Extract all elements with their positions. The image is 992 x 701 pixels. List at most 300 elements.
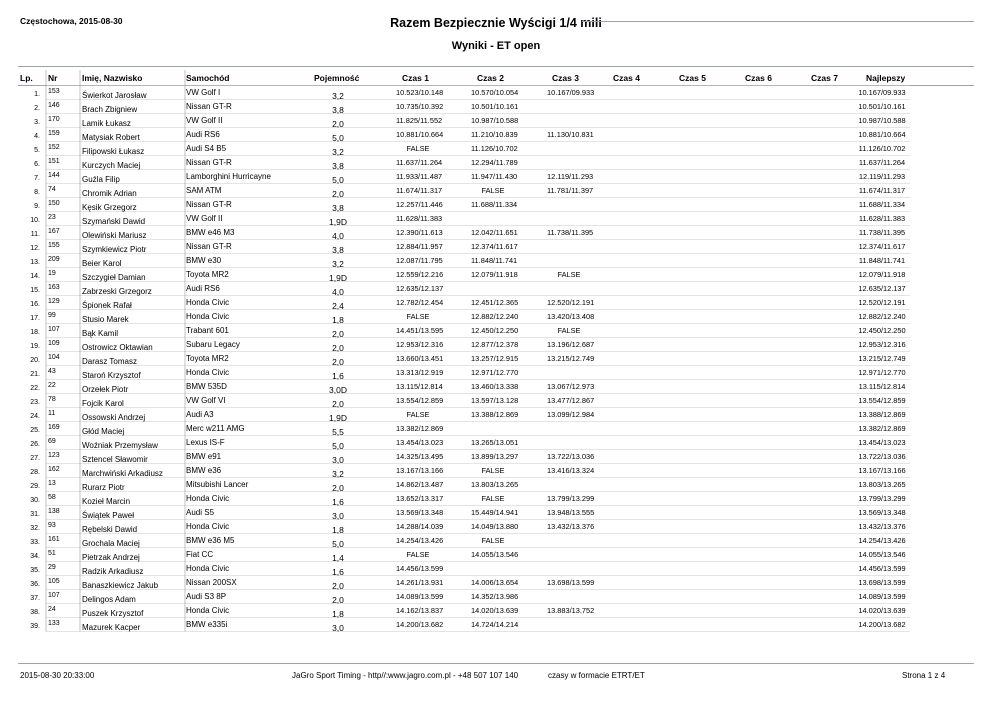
- row-best: 12.635/12.137: [858, 284, 906, 293]
- row-capacity: 1,6: [332, 497, 344, 507]
- row-time-2: 12.882/12.240: [471, 312, 519, 321]
- row-car: Audi RS6: [186, 284, 220, 293]
- row-nr: 167: [48, 228, 60, 235]
- row-time-1: 12.884/11.957: [396, 242, 443, 251]
- row-capacity: 2,0: [332, 581, 344, 591]
- row-best: 11.738/11.395: [858, 228, 906, 237]
- row-best: 11.848/11.741: [858, 256, 906, 265]
- row-capacity: 1,9D: [329, 217, 347, 227]
- row-time-1: 14.862/13.487: [396, 480, 444, 489]
- row-time-2: 12.374/11.617: [471, 242, 518, 251]
- row-nr: 58: [48, 494, 56, 501]
- row-name: Stusio Marek: [82, 315, 129, 324]
- row-capacity: 5,0: [332, 441, 344, 451]
- row-name: Rurarz Piotr: [82, 483, 125, 492]
- row-name: Świątek Paweł: [82, 511, 135, 520]
- row-name: Ostrowicz Oktawian: [82, 343, 153, 352]
- row-car: BMW e30: [186, 256, 222, 265]
- row-time-3: 13.416/13.324: [547, 466, 595, 475]
- row-car: BMW e91: [186, 452, 222, 461]
- footer-timestamp: 2015-08-30 20:33:00: [20, 671, 95, 680]
- row-capacity: 2,0: [332, 189, 344, 199]
- page-title: Razem Bezpiecznie Wyścigi 1/4 mili: [390, 16, 602, 30]
- row-time-1: 12.635/12.137: [396, 284, 444, 293]
- row-lp: 8.: [34, 189, 40, 196]
- row-nr: 107: [48, 592, 60, 599]
- row-name: Sztencel Sławomir: [82, 455, 148, 464]
- row-car: Nissan 200SX: [186, 578, 237, 587]
- row-name: Mazurek Kacper: [82, 623, 141, 632]
- row-best: 12.953/12.316: [858, 340, 906, 349]
- row-lp: 38.: [30, 609, 40, 616]
- row-car: Trabant 601: [186, 326, 229, 335]
- row-car: Honda Civic: [186, 606, 230, 615]
- row-nr: 150: [48, 200, 60, 207]
- row-capacity: 4,0: [332, 231, 344, 241]
- row-nr: 104: [48, 354, 60, 361]
- col-car: Samochód: [186, 73, 230, 83]
- row-time-2: 10.501/10.161: [471, 102, 519, 111]
- footer-format-note: czasy w formacie ETRT/ET: [548, 671, 645, 680]
- row-time-1: 14.089/13.599: [396, 592, 444, 601]
- row-time-3: 11.781/11.397: [547, 186, 594, 195]
- row-name: Bąk Kamil: [82, 329, 119, 338]
- col-time-4: Czas 4: [613, 73, 640, 83]
- row-lp: 23.: [30, 399, 40, 406]
- row-capacity: 5,5: [332, 427, 344, 437]
- row-best: 10.881/10.664: [858, 130, 906, 139]
- row-capacity: 3,2: [332, 91, 344, 101]
- row-name: Staroń Krzysztof: [82, 371, 141, 380]
- row-time-1: 11.637/11.264: [396, 158, 443, 167]
- row-time-3: FALSE: [557, 270, 581, 279]
- row-car: Honda Civic: [186, 522, 230, 531]
- row-capacity: 1,6: [332, 567, 344, 577]
- row-time-1: 14.288/14.039: [396, 522, 444, 531]
- row-time-2: 14.020/13.639: [471, 606, 519, 615]
- row-nr: 159: [48, 130, 60, 137]
- col-name: Imię, Nazwisko: [82, 73, 143, 83]
- row-time-1: 13.554/12.859: [396, 396, 444, 405]
- row-time-2: 14.352/13.986: [471, 592, 519, 601]
- row-nr: 78: [48, 396, 56, 403]
- row-time-1: 12.257/11.446: [396, 200, 443, 209]
- row-name: Beier Karol: [82, 259, 122, 268]
- row-capacity: 1,8: [332, 609, 344, 619]
- row-time-2: 14.055/13.546: [471, 550, 519, 559]
- row-capacity: 1,8: [332, 525, 344, 535]
- row-car: Toyota MR2: [186, 270, 229, 279]
- row-nr: 51: [48, 550, 56, 557]
- row-time-2: 13.257/12.915: [471, 354, 519, 363]
- row-time-2: 13.899/13.297: [471, 452, 519, 461]
- row-time-1: 10.735/10.392: [396, 102, 444, 111]
- row-name: Świerkot Jarosław: [82, 91, 147, 100]
- row-capacity: 2,0: [332, 357, 344, 367]
- row-name: Guźla Filip: [82, 175, 120, 184]
- row-lp: 20.: [30, 357, 40, 364]
- row-nr: 146: [48, 102, 60, 109]
- row-best: 14.200/13.682: [858, 620, 906, 629]
- row-best: 12.882/12.240: [858, 312, 906, 321]
- row-lp: 39.: [30, 623, 40, 630]
- row-time-2: 12.877/12.378: [471, 340, 519, 349]
- row-best: 11.674/11.317: [858, 186, 906, 195]
- row-car: VW Golf I: [186, 88, 221, 97]
- row-time-2: 12.451/12.365: [471, 298, 519, 307]
- row-nr: 24: [48, 606, 56, 613]
- row-best: 13.803/13.265: [858, 480, 906, 489]
- row-name: Grochala Maciej: [82, 539, 140, 548]
- row-time-3: 13.698/13.599: [547, 578, 595, 587]
- row-nr: 169: [48, 424, 60, 431]
- row-nr: 105: [48, 578, 60, 585]
- row-name: Pietrzak Andrzej: [82, 553, 140, 562]
- row-car: Fiat CC: [186, 550, 214, 559]
- row-nr: 155: [48, 242, 60, 249]
- row-best: 14.020/13.639: [858, 606, 906, 615]
- row-name: Matysiak Robert: [82, 133, 140, 142]
- col-time-1: Czas 1: [402, 73, 429, 83]
- row-car: Merc w211 AMG: [186, 424, 245, 433]
- row-time-1: 13.569/13.348: [396, 508, 444, 517]
- row-time-2: 11.126/10.702: [471, 144, 518, 153]
- row-name: Orzełek Piotr: [82, 385, 129, 394]
- row-best: 13.382/12.869: [858, 424, 906, 433]
- row-capacity: 3,0: [332, 623, 344, 633]
- row-lp: 19.: [30, 343, 40, 350]
- row-car: BMW e36: [186, 466, 222, 475]
- row-time-3: 13.948/13.555: [547, 508, 595, 517]
- row-best: 10.987/10.588: [858, 116, 906, 125]
- row-best: 12.971/12.770: [858, 368, 906, 377]
- row-nr: 99: [48, 312, 56, 319]
- row-nr: 133: [48, 620, 60, 627]
- row-name: Kęsik Grzegorz: [82, 203, 137, 212]
- row-capacity: 5,0: [332, 539, 344, 549]
- row-nr: 162: [48, 466, 60, 473]
- row-capacity: 3,2: [332, 469, 344, 479]
- row-car: Honda Civic: [186, 298, 230, 307]
- row-time-1: 14.254/13.426: [396, 536, 444, 545]
- row-time-3: 10.167/09.933: [547, 88, 595, 97]
- row-time-1: FALSE: [406, 312, 430, 321]
- row-best: 12.520/12.191: [858, 298, 906, 307]
- row-lp: 34.: [30, 553, 40, 560]
- row-best: 13.215/12.749: [858, 354, 906, 363]
- row-capacity: 3,0: [332, 511, 344, 521]
- row-lp: 33.: [30, 539, 40, 546]
- row-lp: 17.: [30, 315, 40, 322]
- row-capacity: 4,0: [332, 287, 344, 297]
- row-capacity: 1,9D: [329, 413, 347, 423]
- row-capacity: 3,8: [332, 105, 344, 115]
- row-time-2: 10.570/10.054: [471, 88, 519, 97]
- row-nr: 23: [48, 214, 56, 221]
- row-time-1: 11.628/11.383: [396, 214, 443, 223]
- row-nr: 152: [48, 144, 60, 151]
- row-nr: 74: [48, 186, 56, 193]
- row-nr: 170: [48, 116, 60, 123]
- row-lp: 15.: [30, 287, 40, 294]
- row-car: Mitsubishi Lancer: [186, 480, 249, 489]
- row-capacity: 5,0: [332, 133, 344, 143]
- row-time-2: 13.388/12.869: [471, 410, 519, 419]
- row-capacity: 2,0: [332, 119, 344, 129]
- row-lp: 5.: [34, 147, 40, 154]
- row-capacity: 3,0D: [329, 385, 347, 395]
- row-lp: 11.: [30, 231, 40, 238]
- col-time-3: Czas 3: [552, 73, 579, 83]
- row-time-2: 11.210/10.839: [471, 130, 518, 139]
- row-time-3: 13.722/13.036: [547, 452, 595, 461]
- row-car: Audi S5: [186, 508, 215, 517]
- row-car: Subaru Legacy: [186, 340, 240, 349]
- row-nr: 209: [48, 256, 60, 263]
- row-best: 12.450/12.250: [858, 326, 906, 335]
- row-best: 13.799/13.299: [858, 494, 906, 503]
- row-name: Rębelski Dawid: [82, 525, 138, 534]
- row-car: Audi S3 8P: [186, 592, 227, 601]
- row-time-3: FALSE: [557, 326, 581, 335]
- row-nr: 107: [48, 326, 60, 333]
- col-nr: Nr: [48, 73, 58, 83]
- row-time-1: FALSE: [406, 410, 430, 419]
- row-time-2: 13.597/13.128: [471, 396, 519, 405]
- row-name: Chromik Adrian: [82, 189, 137, 198]
- row-car: BMW 535D: [186, 382, 227, 391]
- row-capacity: 3,8: [332, 161, 344, 171]
- row-lp: 1.: [34, 91, 40, 98]
- row-lp: 14.: [30, 273, 40, 280]
- row-time-3: 13.215/12.749: [547, 354, 595, 363]
- row-lp: 9.: [34, 203, 40, 210]
- row-time-2: 11.688/11.334: [471, 200, 518, 209]
- row-time-3: 13.196/12.687: [547, 340, 595, 349]
- row-best: 13.698/13.599: [858, 578, 906, 587]
- row-best: 11.688/11.334: [858, 200, 906, 209]
- row-best: 10.167/09.933: [858, 88, 906, 97]
- row-lp: 12.: [30, 245, 40, 252]
- row-lp: 30.: [30, 497, 40, 504]
- row-lp: 16.: [30, 301, 40, 308]
- row-time-1: 14.200/13.682: [396, 620, 444, 629]
- row-name: Kurczych Maciej: [82, 161, 141, 170]
- row-time-1: 13.660/13.451: [396, 354, 444, 363]
- row-time-2: 13.265/13.051: [471, 438, 519, 447]
- row-best: 13.569/13.348: [858, 508, 906, 517]
- location-date: Częstochowa, 2015-08-30: [20, 16, 123, 26]
- row-time-3: 13.420/13.408: [547, 312, 595, 321]
- row-time-3: 13.799/13.299: [547, 494, 595, 503]
- footer-credits: JaGro Sport Timing - http//:www.jagro.com.pl - +48 507 107 140: [292, 671, 519, 680]
- row-time-1: 11.933/11.487: [396, 172, 443, 181]
- row-time-2: 11.947/11.430: [471, 172, 518, 181]
- row-time-1: 13.115/12.814: [396, 382, 443, 391]
- footer-page-number: Strona 1 z 4: [902, 671, 946, 680]
- row-nr: 93: [48, 522, 56, 529]
- row-time-1: 14.162/13.837: [396, 606, 444, 615]
- row-nr: 161: [48, 536, 60, 543]
- row-lp: 10.: [30, 217, 40, 224]
- row-lp: 25.: [30, 427, 40, 434]
- row-time-2: FALSE: [481, 536, 505, 545]
- row-capacity: 2,0: [332, 399, 344, 409]
- row-time-3: 12.119/11.293: [547, 172, 594, 181]
- row-car: Honda Civic: [186, 368, 230, 377]
- row-time-2: 10.987/10.588: [471, 116, 519, 125]
- row-time-1: 13.454/13.023: [396, 438, 444, 447]
- col-capacity: Pojemność: [314, 73, 360, 83]
- row-lp: 31.: [30, 511, 40, 518]
- row-time-2: 14.006/13.654: [471, 578, 519, 587]
- row-car: Audi S4 B5: [186, 144, 227, 153]
- row-time-1: 14.456/13.599: [396, 564, 444, 573]
- row-time-2: 13.803/13.265: [471, 480, 519, 489]
- row-nr: 29: [48, 564, 56, 571]
- row-car: SAM ATM: [186, 186, 222, 195]
- row-name: Szczygieł Damian: [82, 273, 146, 282]
- row-time-1: 13.313/12.919: [396, 368, 444, 377]
- row-time-2: 14.049/13.880: [471, 522, 519, 531]
- row-lp: 22.: [30, 385, 40, 392]
- row-best: 13.167/13.166: [858, 466, 906, 475]
- row-car: Nissan GT-R: [186, 158, 232, 167]
- row-best: 13.432/13.376: [858, 522, 906, 531]
- row-best: 13.115/12.814: [858, 382, 906, 391]
- row-car: BMW e46 M3: [186, 228, 235, 237]
- row-lp: 4.: [34, 133, 40, 140]
- row-capacity: 2,0: [332, 595, 344, 605]
- row-time-3: 11.130/10.831: [547, 130, 594, 139]
- row-time-3: 13.067/12.973: [547, 382, 595, 391]
- row-car: Lamborghini Hurricayne: [186, 172, 271, 181]
- row-time-2: 12.042/11.651: [471, 228, 518, 237]
- row-name: Brach Zbigniew: [82, 105, 138, 114]
- row-car: VW Golf VI: [186, 396, 226, 405]
- row-best: 14.055/13.546: [858, 550, 906, 559]
- row-car: Nissan GT-R: [186, 242, 232, 251]
- col-time-5: Czas 5: [679, 73, 706, 83]
- row-capacity: 1,9D: [329, 273, 347, 283]
- row-car: Toyota MR2: [186, 354, 229, 363]
- row-car: Nissan GT-R: [186, 200, 232, 209]
- row-time-1: 13.167/13.166: [396, 466, 444, 475]
- row-nr: 19: [48, 270, 56, 277]
- row-time-1: 14.325/13.495: [396, 452, 444, 461]
- row-time-2: 12.079/11.918: [471, 270, 518, 279]
- row-lp: 6.: [34, 161, 40, 168]
- row-nr: 129: [48, 298, 60, 305]
- row-name: Banaszkiewicz Jakub: [82, 581, 159, 590]
- row-name: Puszek Krzysztof: [82, 609, 144, 618]
- row-lp: 3.: [34, 119, 40, 126]
- row-car: Audi RS6: [186, 130, 220, 139]
- row-capacity: 3,2: [332, 259, 344, 269]
- row-time-2: FALSE: [481, 494, 505, 503]
- row-lp: 7.: [34, 175, 40, 182]
- row-time-1: 13.382/12.869: [396, 424, 444, 433]
- row-lp: 13.: [30, 259, 40, 266]
- row-lp: 32.: [30, 525, 40, 532]
- row-lp: 26.: [30, 441, 40, 448]
- row-capacity: 2,0: [332, 343, 344, 353]
- row-lp: 24.: [30, 413, 40, 420]
- row-car: BMW e36 M5: [186, 536, 235, 545]
- row-capacity: 1,8: [332, 315, 344, 325]
- row-car: Honda Civic: [186, 564, 230, 573]
- row-name: Delingos Adam: [82, 595, 136, 604]
- row-lp: 27.: [30, 455, 40, 462]
- row-lp: 18.: [30, 329, 40, 336]
- row-time-1: 11.825/11.552: [396, 116, 443, 125]
- row-time-1: 12.953/12.316: [396, 340, 444, 349]
- row-time-2: FALSE: [481, 186, 505, 195]
- row-name: Szymański Dawid: [82, 217, 146, 226]
- row-time-3: 13.099/12.984: [547, 410, 595, 419]
- row-name: Kozieł Marcin: [82, 497, 131, 506]
- col-time-7: Czas 7: [811, 73, 838, 83]
- page-subtitle: Wyniki - ET open: [451, 40, 541, 52]
- row-lp: 28.: [30, 469, 40, 476]
- row-best: 11.126/10.702: [858, 144, 906, 153]
- row-nr: 151: [48, 158, 60, 165]
- row-time-1: 12.782/12.454: [396, 298, 444, 307]
- row-best: 14.254/13.426: [858, 536, 906, 545]
- row-capacity: 5,0: [332, 175, 344, 185]
- row-time-3: 12.520/12.191: [547, 298, 595, 307]
- row-name: Ossowski Andrzej: [82, 413, 146, 422]
- row-time-1: 12.087/11.795: [396, 256, 443, 265]
- row-nr: 163: [48, 284, 60, 291]
- row-capacity: 1,4: [332, 553, 344, 563]
- row-time-1: 14.261/13.931: [396, 578, 444, 587]
- row-best: 14.456/13.599: [858, 564, 906, 573]
- row-time-3: 13.883/13.752: [547, 606, 595, 615]
- row-time-1: 11.674/11.317: [396, 186, 443, 195]
- row-name: Szymkiewicz Piotr: [82, 245, 147, 254]
- row-capacity: 3,8: [332, 245, 344, 255]
- row-car: VW Golf II: [186, 116, 223, 125]
- row-lp: 37.: [30, 595, 40, 602]
- col-best: Najlepszy: [866, 73, 906, 83]
- row-car: Lexus IS-F: [186, 438, 225, 447]
- row-best: 13.722/13.036: [858, 452, 906, 461]
- row-time-1: 12.559/12.216: [396, 270, 444, 279]
- row-car: Honda Civic: [186, 494, 230, 503]
- row-name: Fojcik Karol: [82, 399, 124, 408]
- row-time-1: 12.390/11.613: [396, 228, 443, 237]
- row-time-1: 10.523/10.148: [396, 88, 444, 97]
- row-nr: 109: [48, 340, 60, 347]
- row-time-1: FALSE: [406, 144, 430, 153]
- row-time-1: 13.652/13.317: [396, 494, 444, 503]
- row-time-1: 10.881/10.664: [396, 130, 444, 139]
- row-lp: 35.: [30, 567, 40, 574]
- row-car: Audi A3: [186, 410, 214, 419]
- row-capacity: 3,0: [332, 455, 344, 465]
- row-lp: 29.: [30, 483, 40, 490]
- row-car: Nissan GT-R: [186, 102, 232, 111]
- row-time-2: FALSE: [481, 466, 505, 475]
- row-capacity: 1,6: [332, 371, 344, 381]
- row-name: Marchwiński Arkadiusz: [82, 469, 163, 478]
- row-name: Darasz Tomasz: [82, 357, 137, 366]
- row-name: Zabrzeski Grzegorz: [82, 287, 152, 296]
- row-nr: 123: [48, 452, 60, 459]
- col-time-2: Czas 2: [477, 73, 504, 83]
- row-time-2: 11.848/11.741: [471, 256, 518, 265]
